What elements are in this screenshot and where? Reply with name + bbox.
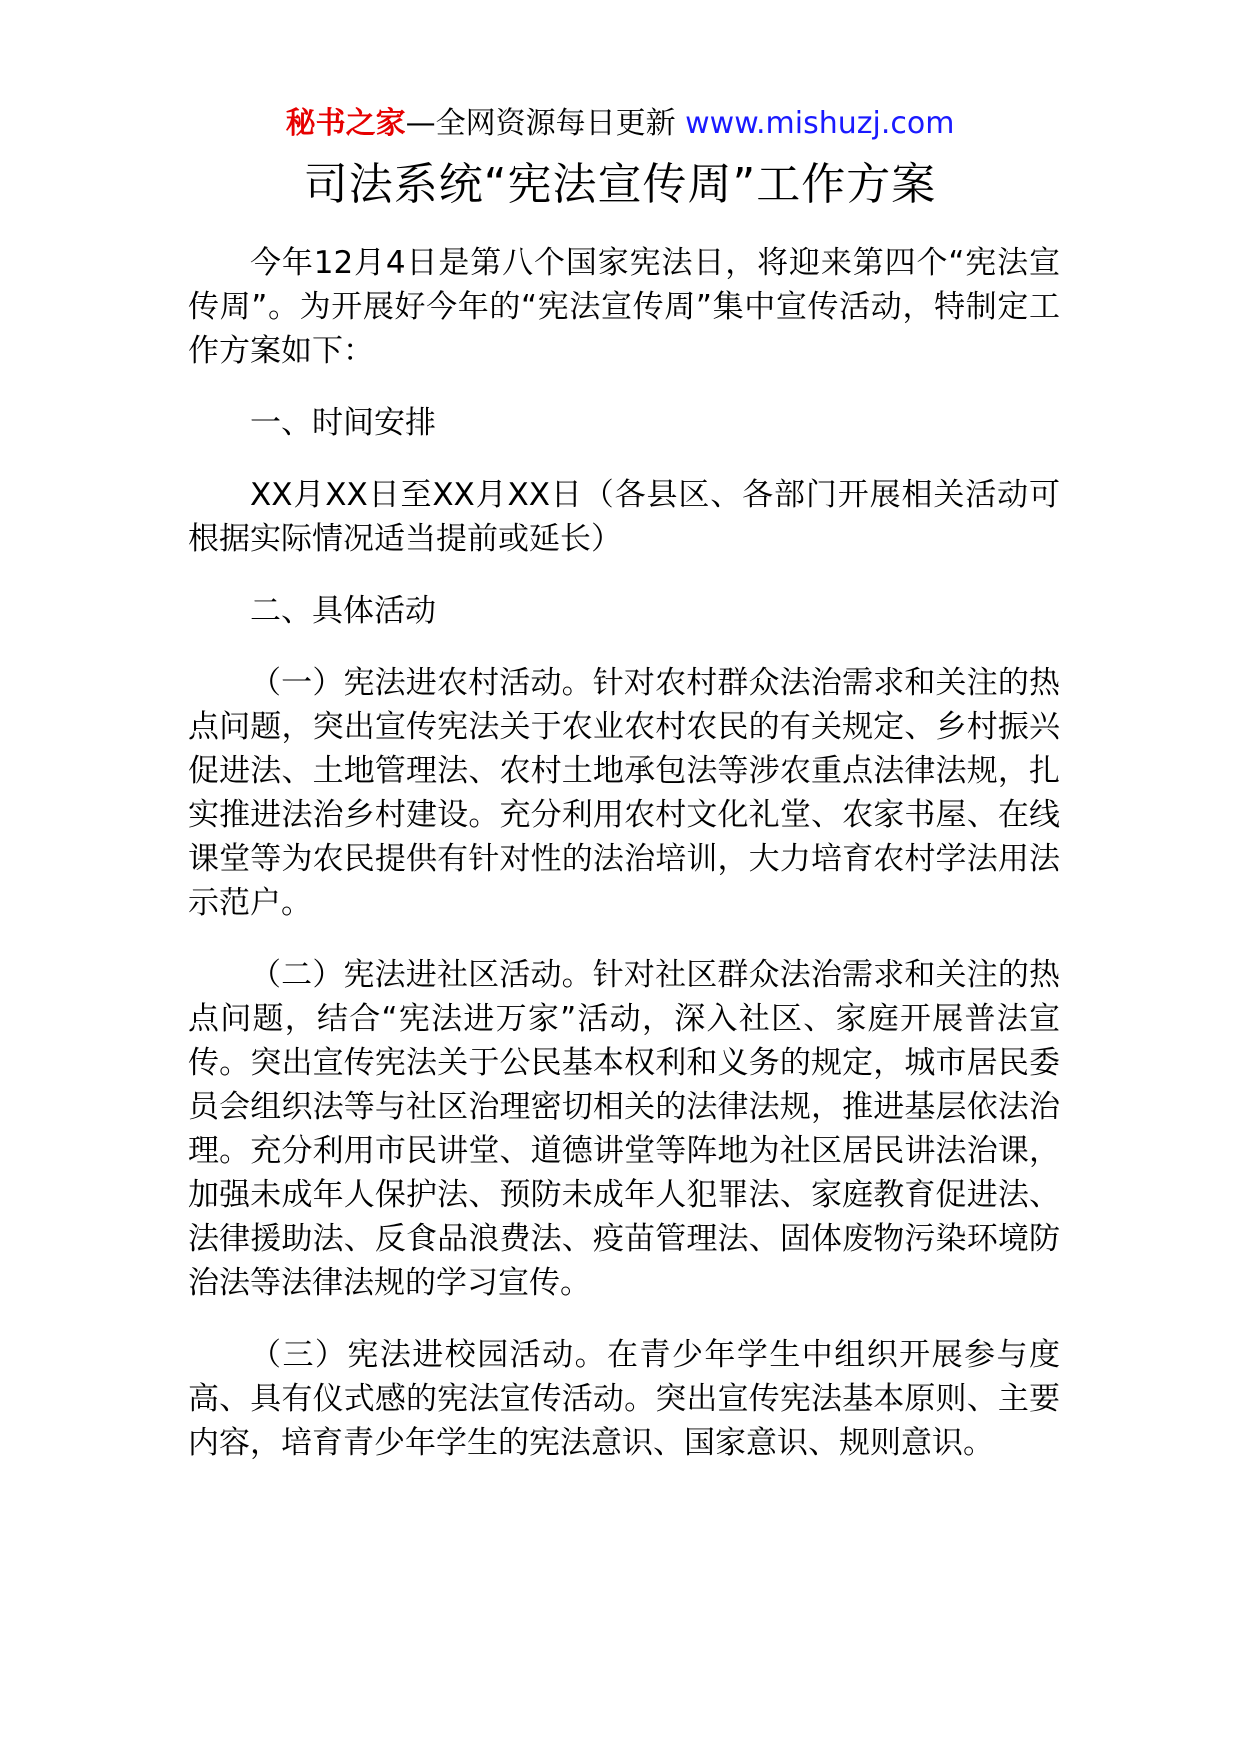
activity-community-paragraph: （二）宪法进社区活动。针对社区群众法治需求和关注的热点问题，结合“宪法进万家”活动，深入社区、家庭开展普法宣传。突出宣传宪法关于公民基本权利和义务的规定，城市居民委员会组织法等与社区治理密切相关的法律法规，推进基层依法治理。充分利用市民讲堂、道德讲堂等阵地为社区居民讲法治课，加强未成年人保护法、预防未成年人犯罪法、家庭教育促进法、法律援助法、反食品浪费法、疫苗管理法、固体废物污染环境防治法等法律法规的学习宣传。 (188, 957, 1060, 1301)
document-body (188, 241, 1060, 1493)
header-tagline: —全网资源每日更新 (405, 106, 676, 141)
schedule-paragraph: XX月XX日至XX月XX日（各县区、各部门开展相关活动可根据实际情况适当提前或延长） (188, 477, 1060, 557)
brand-name: 秘书之家 (285, 106, 406, 141)
document-title: 司法系统“宪法宣传周”工作方案 (303, 159, 937, 210)
site-url-link[interactable]: www.mishuzj.com (685, 106, 955, 141)
section-heading-schedule: 一、时间安排 (250, 405, 436, 441)
intro-paragraph: 今年12月4日是第八个国家宪法日，将迎来第四个“宪法宣传周”。为开展好今年的“宪法宣传周”集中宣传活动，特制定工作方案如下： (188, 245, 1060, 369)
section-heading-activities: 二、具体活动 (250, 593, 436, 629)
site-header (0, 102, 1240, 146)
activity-rural-paragraph: （一）宪法进农村活动。针对农村群众法治需求和关注的热点问题，突出宣传宪法关于农业农村农民的有关规定、乡村振兴促进法、土地管理法、农村土地承包法等涉农重点法律法规，扎实推进法治乡村建设。充分利用农村文化礼堂、农家书屋、在线课堂等为农民提供有针对性的法治培训，大力培育农村学法用法示范户。 (188, 665, 1060, 921)
activity-campus-paragraph: （三）宪法进校园活动。在青少年学生中组织开展参与度高、具有仪式感的宪法宣传活动。突出宣传宪法基本原则、主要内容，培育青少年学生的宪法意识、国家意识、规则意识。 (188, 1337, 1060, 1461)
